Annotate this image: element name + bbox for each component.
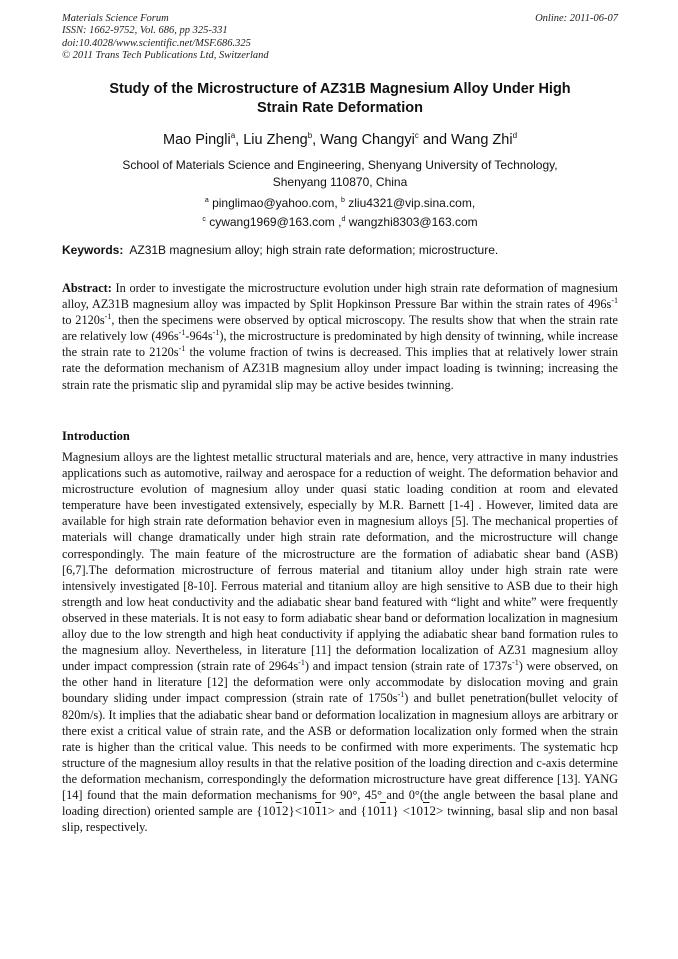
author-mark: b (307, 131, 313, 140)
body-text: Magnesium alloys are the lightest metallic structural materials and are, hence, very attractive in many industries applications such as automotive, railway and aerospace for a reduction of weight. The deformation behavior and microstructure evolution of magnesium alloy under quasi static loading condition at room and elevated temperature have been investigated extensively, especially by M.R. Barnett [1-4] . However, limited data are available for high strain rate deformation behavior even in magnesium alloys [5]. The mechanical properties of materials will change dramatically under high strain rate deformation, and the microstructure will change correspondingly. The main feature of the microstructure are the formation of adiabatic shear band (ASB) [6,7].The deformation microstructure of ferrous material and titanium alloy under high strain rate were intensively investigated [8-10]. Ferrous material and titanium alloy are high sensitive to ASB due to their high strength and low heat conductivity and the adiabatic shear band featured with “light and white” were frequently observed in these materials. It is not easy to form adiabatic shear band or deformation localization in magnesium alloy due to the low strength and high heat conductivity if applying the adiabatic shear band formation rules to the magnesium alloy. Nevertheless, in literature [11] the deformation localization of AZ31 magnesium alloy under impact compression (strain rate of 2964s (62, 450, 618, 674)
email-b[interactable]: zliu4321@vip.sina.com (348, 196, 472, 210)
email-c[interactable]: cywang1969@163.com (209, 214, 335, 229)
abstract-text: , then the specimens were observed by optical microscopy. The results show that when the strain rate are relatively low (496s (62, 313, 618, 344)
exponent: -1 (178, 328, 186, 338)
abstract-text: to 2120s (62, 313, 105, 328)
email-d[interactable]: wangzhi8303@163.com (348, 214, 478, 229)
email-line-1: $^a$ pinglimao@yahoo.com, $^b$ zliu4321@vip.sina.com, (204, 196, 476, 210)
paragraph (62, 449, 618, 835)
abstract-label: Abstract: (62, 281, 112, 295)
author-name: Wang Changyi (320, 131, 415, 148)
author-list (62, 131, 618, 148)
abstract (62, 280, 618, 393)
author-mark: c (414, 131, 419, 140)
keywords-label: Keywords: (62, 243, 124, 257)
email-mark: d (341, 215, 346, 223)
abstract-text: the volume fraction of twins is decreased. This implies that at relatively lower strain rate the deformation mechanism of AZ31B magnesium alloy under impact loading is twinning; increasing the strain rate the prismatic slip and pyramidal slip may be active besides twinning. (62, 345, 618, 392)
keywords (62, 243, 618, 257)
abstract-text: -964s (185, 329, 213, 344)
exponent: -1 (298, 658, 305, 668)
email-line-2: $^c$ cywang1969@163.com ,$^d$ wangzhi8303@163.com (202, 214, 478, 229)
issn: ISSN: 1662-9752, Vol. 686, pp 325-331 (62, 25, 228, 37)
doi: doi:10.4028/www.scientific.net/MSF.686.325 (62, 37, 251, 49)
keywords-text: AZ31B magnesium alloy; high strain rate deformation; microstructure. (129, 243, 499, 257)
exponent: -1 (397, 690, 405, 700)
body-text: ) and impact tension (strain rate of 1737s (304, 659, 513, 674)
email-block (62, 193, 618, 230)
copyright: © 2011 Trans Tech Publications Ltd, Switzerland (62, 50, 269, 62)
exponent: -1 (611, 296, 618, 305)
email-mark: a (204, 197, 209, 204)
author-name: Liu Zheng (243, 131, 308, 148)
author-and: and (418, 131, 452, 148)
abstract-text: ), the microstructure is predominated by high density of twinning, while increase the strain rate to 2120s (62, 329, 619, 360)
exponent: -1 (212, 328, 220, 338)
email-mark: b (341, 197, 345, 204)
title-line-1: Study of the Microstructure of AZ31B Magnesium Alloy Under High (109, 81, 571, 97)
body-text: ) were observed, on the other hand in literature [12] the deformation were only accommodate by dislocation moving and grain boundary sliding under impact compression (strain rate of 1750s (62, 659, 618, 706)
author-separator: , (312, 131, 321, 148)
author-name: Mao Pingli (162, 131, 231, 148)
author-mark: d (512, 131, 518, 140)
body-text: ) and bullet penetration(bullet velocity of 820m/s). It implies that the adiabatic shear band or deformation localization in magnesium alloys are arbitrary or there exist a critical value of strain rate, and the ASB or deformation localization only formed when the strain rate is higher than the critical value. This needs to be confirmed with more experiments. The systematic hcp structure of the magnesium alloy results in that the relative position of the loading direction and c-axis determine the deformation mechanism, correspondingly the deformation microstructure have great difference [13]. YANG [14] found that the main deformation mechanisms for 90°, 45° and 0°(the angle between the basal plane and loading direction) oriented sample are (62, 691, 618, 819)
email-a[interactable]: pinglimao@yahoo.com (212, 196, 335, 210)
affiliation-line-2: Shenyang 110870, China (272, 174, 408, 189)
exponent: -1 (104, 312, 112, 322)
author-mark: a (230, 131, 236, 140)
author-name: Wang Zhi (451, 131, 513, 148)
exponent: -1 (178, 344, 186, 354)
email-mark: c (202, 215, 206, 223)
section-heading-introduction: Introduction (62, 429, 130, 443)
introduction-body (62, 449, 618, 835)
online-date: Online: 2011-06-07 (535, 13, 618, 24)
author-separator: , (235, 131, 244, 148)
body-text: twinning, basal slip and non basal slip, respectively. (62, 804, 618, 835)
affiliation-line-1: School of Materials Science and Engineering, Shenyang University of Technology, (122, 158, 558, 172)
abstract-text: In order to investigate the microstructure evolution under high strain rate deformation of magnesium alloy, AZ31B magnesium alloy was impacted by Split Hopkinson Pressure Bar within the strain rates of 496s (62, 281, 618, 312)
miller-index-twin-plane: {1012}<1011> (256, 803, 335, 819)
exponent: -1 (512, 658, 519, 668)
affiliation (62, 157, 618, 190)
paper-title (62, 80, 618, 118)
body-text: and (335, 804, 361, 819)
title-line-2: Strain Rate Deformation (257, 100, 423, 116)
miller-index-compression-twin: {1011} <1012> (360, 803, 444, 819)
running-header (62, 13, 618, 63)
journal-name: Materials Science Forum (62, 13, 169, 24)
